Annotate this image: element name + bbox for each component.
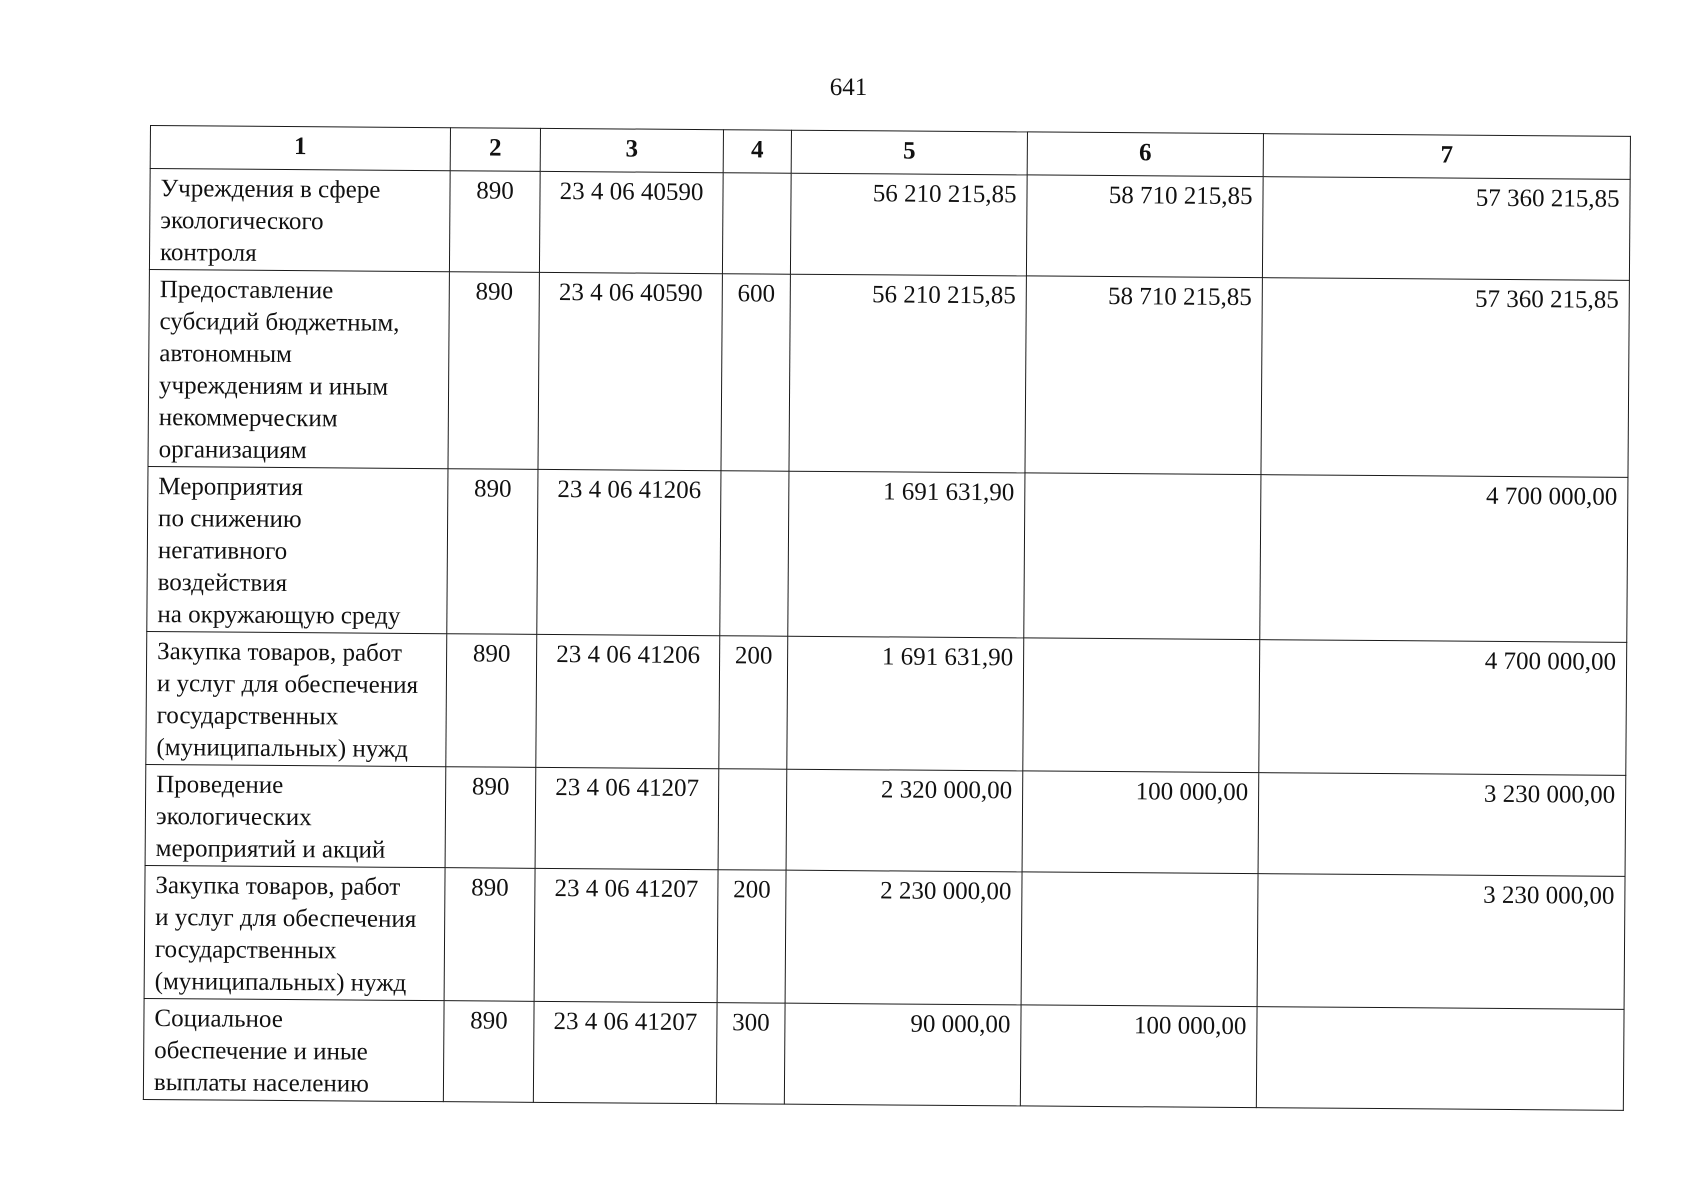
row-value-5-cell: 2 320 000,00 <box>786 769 1023 872</box>
row-name-line: экологического <box>160 207 324 236</box>
row-code-cell: 890 <box>444 868 535 1002</box>
row-code-cell: 890 <box>449 171 540 273</box>
header-cell-4: 4 <box>723 130 791 173</box>
row-name-cell <box>148 269 449 468</box>
row-kind-cell <box>722 173 791 274</box>
row-name-line: Учреждения в сфере <box>160 175 381 204</box>
table-row <box>143 998 1624 1110</box>
row-name-line: (муниципальных) нужд <box>156 734 409 763</box>
row-name-line: выплаты населению <box>153 1069 369 1098</box>
row-name-line: организациям <box>158 436 307 465</box>
row-name-cell <box>146 631 447 766</box>
row-value-5-cell: 1 691 631,90 <box>787 636 1024 771</box>
row-kind-cell <box>718 769 787 870</box>
row-kind-cell: 200 <box>717 870 786 1003</box>
row-value-7-cell: 3 230 000,00 <box>1257 874 1625 1010</box>
row-value-6-cell <box>1023 638 1260 773</box>
row-name-line: мероприятий и акций <box>155 835 386 864</box>
row-value-6-cell: 100 000,00 <box>1022 771 1259 874</box>
header-cell-5: 5 <box>791 130 1027 175</box>
row-value-5-cell: 1 691 631,90 <box>788 471 1025 638</box>
row-name-line: государственных <box>156 702 339 731</box>
table-body <box>143 169 1630 1111</box>
row-name-cell <box>144 865 445 1000</box>
row-name-line: обеспечение и иные <box>154 1037 368 1066</box>
table-row <box>146 631 1627 775</box>
row-name-line: некоммерческим <box>158 404 338 433</box>
row-csr-cell: 23 4 06 40590 <box>538 272 722 470</box>
row-value-5-cell: 56 210 215,85 <box>789 274 1026 473</box>
page-number: 641 <box>829 74 868 101</box>
row-csr-cell: 23 4 06 41206 <box>536 634 720 768</box>
row-name-cell <box>147 466 448 633</box>
row-code-cell: 890 <box>445 767 536 869</box>
row-value-5-cell: 56 210 215,85 <box>790 173 1027 276</box>
row-value-6-cell <box>1021 872 1258 1007</box>
row-name-line: Закупка товаров, работ <box>155 872 401 901</box>
row-value-6-cell: 58 710 215,85 <box>1026 175 1263 278</box>
row-name-line: автономным <box>159 340 293 369</box>
row-csr-cell: 23 4 06 41206 <box>537 469 721 635</box>
row-value-6-cell: 58 710 215,85 <box>1025 276 1262 475</box>
row-name-cell <box>149 169 450 272</box>
row-csr-cell: 23 4 06 41207 <box>534 868 718 1002</box>
row-value-7-cell <box>1256 1007 1624 1111</box>
row-kind-cell <box>720 471 789 636</box>
row-name-line: Мероприятия <box>158 473 304 502</box>
row-code-cell: 890 <box>447 469 538 635</box>
table-row <box>147 466 1628 642</box>
table-row <box>149 169 1630 281</box>
row-name-line: Социальное <box>154 1005 283 1033</box>
row-name-line: Проведение <box>156 771 284 799</box>
row-name-line: учреждениям и иным <box>158 372 389 401</box>
header-cell-1: 1 <box>150 126 450 171</box>
row-value-7-cell: 3 230 000,00 <box>1258 773 1626 877</box>
row-kind-cell: 300 <box>716 1003 785 1104</box>
row-code-cell: 890 <box>443 1001 534 1103</box>
row-csr-cell: 23 4 06 40590 <box>539 171 723 273</box>
row-name-line: воздействия <box>157 569 288 598</box>
row-name-line: негативного <box>157 537 288 566</box>
header-cell-6: 6 <box>1027 132 1263 177</box>
row-name-line: по снижению <box>158 505 302 534</box>
row-name-line: контроля <box>159 239 257 267</box>
row-value-7-cell: 4 700 000,00 <box>1260 475 1628 643</box>
table-row <box>145 764 1626 876</box>
row-name-line: (муниципальных) нужд <box>154 968 407 997</box>
row-name-line: экологических <box>155 803 312 832</box>
row-code-cell: 890 <box>446 634 537 768</box>
row-value-5-cell: 90 000,00 <box>784 1003 1021 1106</box>
row-name-line: государственных <box>154 936 337 965</box>
row-value-7-cell: 57 360 215,85 <box>1261 278 1629 478</box>
budget-table <box>143 125 1631 1111</box>
row-kind-cell: 600 <box>721 274 790 471</box>
budget-table-wrapper <box>143 125 1630 1111</box>
header-cell-3: 3 <box>540 128 723 172</box>
row-name-line: Предоставление <box>159 276 334 305</box>
row-value-6-cell: 100 000,00 <box>1020 1005 1257 1108</box>
table-row <box>144 865 1625 1009</box>
row-name-cell <box>143 998 444 1101</box>
row-code-cell: 890 <box>448 272 539 470</box>
row-kind-cell: 200 <box>719 636 788 769</box>
row-csr-cell: 23 4 06 41207 <box>535 767 719 869</box>
row-name-line: и услуг для обеспечения <box>156 670 419 699</box>
header-cell-7: 7 <box>1263 134 1630 180</box>
row-name-line: и услуг для обеспечения <box>155 904 417 933</box>
row-value-6-cell <box>1024 473 1261 640</box>
row-name-line: на окружающую среду <box>157 601 401 630</box>
row-value-7-cell: 4 700 000,00 <box>1259 640 1627 776</box>
row-value-7-cell: 57 360 215,85 <box>1262 177 1630 281</box>
row-name-line: субсидий бюджетным, <box>159 308 400 337</box>
row-name-cell <box>145 764 446 867</box>
header-cell-2: 2 <box>450 128 540 172</box>
table-row <box>148 269 1629 477</box>
row-csr-cell: 23 4 06 41207 <box>533 1001 717 1103</box>
row-value-5-cell: 2 230 000,00 <box>785 870 1022 1005</box>
row-name-line: Закупка товаров, работ <box>157 638 403 667</box>
